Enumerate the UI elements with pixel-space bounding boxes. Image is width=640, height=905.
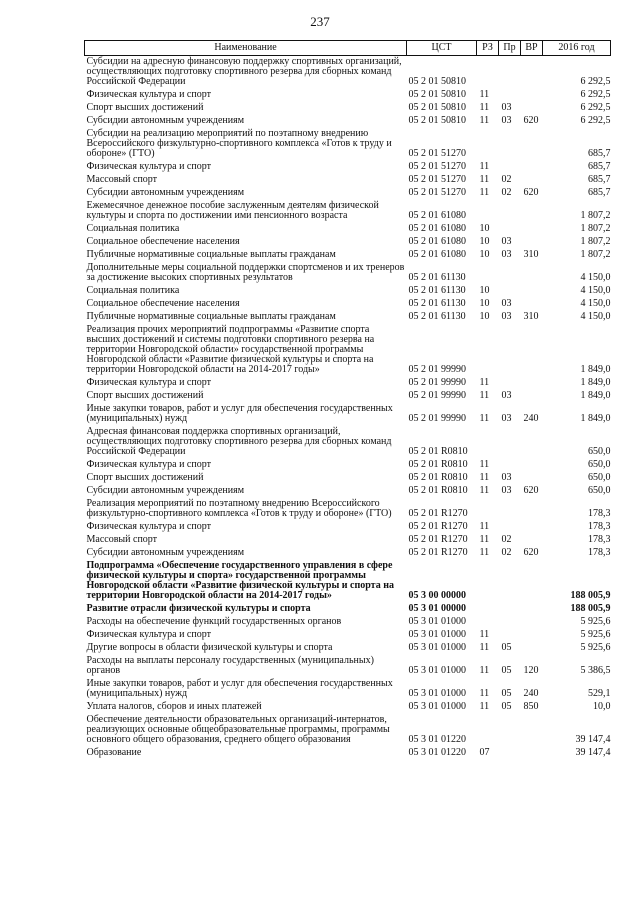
row-name: Публичные нормативные социальные выплаты гражданам bbox=[86, 311, 336, 322]
row-rz: 11 bbox=[479, 115, 490, 126]
row-cst: 05 2 01 50810 bbox=[408, 76, 466, 87]
row-cst: 05 2 01 61130 bbox=[408, 285, 466, 296]
table-row bbox=[85, 187, 611, 200]
row-pr bbox=[499, 56, 521, 90]
table-row bbox=[85, 262, 611, 285]
row-sum: 39 147,4 bbox=[575, 747, 611, 758]
table-row bbox=[85, 390, 611, 403]
row-cst: 05 3 01 01000 bbox=[408, 629, 466, 640]
header-vr: ВР bbox=[521, 41, 543, 56]
row-sum: 6 292,5 bbox=[580, 89, 611, 100]
row-pr: 05 bbox=[501, 665, 512, 676]
table-row bbox=[85, 560, 611, 603]
row-pr bbox=[499, 521, 521, 534]
table-row bbox=[85, 655, 611, 678]
row-vr bbox=[521, 629, 543, 642]
row-sum: 650,0 bbox=[588, 485, 611, 496]
table-row bbox=[85, 521, 611, 534]
row-cst: 05 3 01 01000 bbox=[408, 701, 466, 712]
table-row bbox=[85, 56, 611, 90]
row-vr: 240 bbox=[523, 413, 539, 424]
row-cst: 05 2 01 61080 bbox=[408, 210, 466, 221]
row-cst: 05 2 01 61130 bbox=[408, 311, 466, 322]
row-pr bbox=[499, 459, 521, 472]
row-pr: 05 bbox=[501, 688, 512, 699]
row-cst: 05 3 01 00000 bbox=[408, 603, 466, 614]
row-vr bbox=[521, 56, 543, 90]
row-sum: 4 150,0 bbox=[580, 272, 611, 283]
row-sum: 5 925,6 bbox=[580, 642, 611, 653]
row-name: Адресная финансовая поддержка спортивных организаций, осуществляющих подготовку спортивного резерва для сборных команд Российской Федерации bbox=[86, 426, 392, 457]
row-sum: 1 807,2 bbox=[580, 249, 611, 260]
table-row bbox=[85, 603, 611, 616]
row-rz: 11 bbox=[479, 665, 490, 676]
header-name: Наименование bbox=[85, 41, 407, 56]
row-vr bbox=[521, 603, 543, 616]
row-pr bbox=[499, 262, 521, 285]
row-cst: 05 2 01 61080 bbox=[408, 223, 466, 234]
row-name: Реализация мероприятий по поэтапному внедрению Всероссийского физкультурно-спортивного комплекса «Готов к труду и обороне» (ГТО) bbox=[86, 498, 392, 519]
row-name: Субсидии на адресную финансовую поддержку спортивных организаций, осуществляющих подготовку спортивного резерва для сборных команд Российской Федерации bbox=[86, 56, 402, 87]
row-vr: 120 bbox=[523, 665, 539, 676]
row-rz: 11 bbox=[479, 413, 490, 424]
row-rz: 10 bbox=[479, 236, 490, 247]
row-pr bbox=[499, 616, 521, 629]
table-row bbox=[85, 701, 611, 714]
row-vr: 620 bbox=[523, 115, 539, 126]
row-pr: 03 bbox=[501, 413, 512, 424]
row-vr bbox=[521, 616, 543, 629]
row-sum: 650,0 bbox=[588, 472, 611, 483]
table-row bbox=[85, 485, 611, 498]
row-cst: 05 2 01 R1270 bbox=[408, 534, 468, 545]
row-cst: 05 3 01 01000 bbox=[408, 688, 466, 699]
row-sum: 685,7 bbox=[588, 174, 611, 185]
row-vr bbox=[521, 472, 543, 485]
row-sum: 6 292,5 bbox=[580, 76, 611, 87]
row-pr bbox=[499, 161, 521, 174]
row-vr bbox=[521, 642, 543, 655]
row-rz bbox=[477, 262, 499, 285]
row-cst: 05 2 01 R0810 bbox=[408, 472, 468, 483]
row-vr bbox=[521, 426, 543, 459]
row-rz bbox=[477, 714, 499, 747]
table-row bbox=[85, 642, 611, 655]
table-row bbox=[85, 298, 611, 311]
row-pr: 03 bbox=[501, 102, 512, 113]
row-sum: 685,7 bbox=[588, 161, 611, 172]
row-vr: 310 bbox=[523, 311, 539, 322]
row-sum: 1 807,2 bbox=[580, 223, 611, 234]
row-vr bbox=[521, 200, 543, 223]
row-cst: 05 2 01 99990 bbox=[408, 377, 466, 388]
row-pr: 03 bbox=[501, 115, 512, 126]
row-cst: 05 2 01 R0810 bbox=[408, 485, 468, 496]
row-rz: 11 bbox=[479, 187, 490, 198]
row-name: Массовый спорт bbox=[86, 174, 158, 185]
header-sum: 2016 год bbox=[543, 41, 611, 56]
row-pr: 03 bbox=[501, 298, 512, 309]
row-sum: 178,3 bbox=[588, 508, 611, 519]
table-row bbox=[85, 629, 611, 642]
row-pr bbox=[499, 714, 521, 747]
row-rz: 11 bbox=[479, 472, 490, 483]
table-row bbox=[85, 223, 611, 236]
row-name: Субсидии автономным учреждениям bbox=[86, 485, 245, 496]
table-row bbox=[85, 128, 611, 161]
row-cst: 05 2 01 61130 bbox=[408, 298, 466, 309]
row-sum: 4 150,0 bbox=[580, 285, 611, 296]
row-name: Физическая культура и спорт bbox=[86, 89, 211, 100]
row-pr: 03 bbox=[501, 236, 512, 247]
row-sum: 685,7 bbox=[588, 187, 611, 198]
row-vr bbox=[521, 89, 543, 102]
row-rz bbox=[477, 603, 499, 616]
row-sum: 529,1 bbox=[588, 688, 611, 699]
row-sum: 188 005,9 bbox=[570, 590, 611, 601]
row-cst: 05 2 01 R1270 bbox=[408, 521, 468, 532]
page-number: 237 bbox=[310, 14, 330, 29]
row-pr: 02 bbox=[501, 187, 512, 198]
row-cst: 05 3 01 01000 bbox=[408, 642, 466, 653]
row-name: Ежемесячное денежное пособие заслуженным деятелям физической культуры и спорта по достижении ими пенсионного возраста bbox=[86, 200, 379, 221]
row-pr: 02 bbox=[501, 534, 512, 545]
row-rz bbox=[477, 560, 499, 603]
table-row bbox=[85, 616, 611, 629]
row-vr bbox=[521, 534, 543, 547]
row-rz: 11 bbox=[479, 521, 490, 532]
row-cst: 05 2 01 61080 bbox=[408, 236, 466, 247]
row-vr bbox=[521, 102, 543, 115]
row-name: Физическая культура и спорт bbox=[86, 521, 211, 532]
row-cst: 05 2 01 51270 bbox=[408, 148, 466, 159]
row-vr bbox=[521, 161, 543, 174]
row-pr bbox=[499, 603, 521, 616]
row-pr: 03 bbox=[501, 311, 512, 322]
row-vr bbox=[521, 521, 543, 534]
row-name: Субсидии на реализацию мероприятий по поэтапному внедрению Всероссийского физкультурно-спортивного комплекса «Готов к труду и обороне» (ГТО) bbox=[86, 128, 392, 159]
row-vr bbox=[521, 285, 543, 298]
row-name: Другие вопросы в области физической культуры и спорта bbox=[86, 642, 333, 653]
row-pr bbox=[499, 324, 521, 377]
row-rz: 11 bbox=[479, 161, 490, 172]
table-row bbox=[85, 403, 611, 426]
row-vr: 850 bbox=[523, 701, 539, 712]
row-rz: 10 bbox=[479, 285, 490, 296]
row-vr bbox=[521, 298, 543, 311]
row-cst: 05 2 01 61130 bbox=[408, 272, 466, 283]
row-cst: 05 2 01 50810 bbox=[408, 89, 466, 100]
row-name: Подпрограмма «Обеспечение государственного управления в сфере физической культуры и спорта» государственной программы Новгородской области «Развитие физической культуры и спорта на территории Новгородской области на 2014-2017 годы» bbox=[86, 560, 394, 601]
table-row bbox=[85, 498, 611, 521]
row-pr bbox=[499, 223, 521, 236]
row-name: Социальное обеспечение населения bbox=[86, 298, 240, 309]
row-rz: 11 bbox=[479, 629, 490, 640]
row-cst: 05 2 01 R1270 bbox=[408, 547, 468, 558]
budget-table bbox=[84, 40, 611, 760]
row-cst: 05 3 00 00000 bbox=[408, 590, 466, 601]
row-pr: 05 bbox=[501, 642, 512, 653]
row-cst: 05 3 01 01000 bbox=[408, 665, 466, 676]
row-cst: 05 3 01 01000 bbox=[408, 616, 466, 627]
table-row bbox=[85, 377, 611, 390]
row-rz: 11 bbox=[479, 701, 490, 712]
row-sum: 4 150,0 bbox=[580, 311, 611, 322]
row-sum: 5 386,5 bbox=[580, 665, 611, 676]
row-sum: 5 925,6 bbox=[580, 616, 611, 627]
row-sum: 1 849,0 bbox=[580, 413, 611, 424]
table-row bbox=[85, 174, 611, 187]
row-rz: 11 bbox=[479, 485, 490, 496]
table-body bbox=[85, 56, 611, 761]
row-name: Обеспечение деятельности образовательных организаций-интернатов, реализующих основные общеобразовательные программы, программы основного общего образования, среднего общего образования bbox=[86, 714, 390, 745]
row-name: Дополнительные меры социальной поддержки спортсменов и их тренеров за достижение высоких спортивных результатов bbox=[86, 262, 405, 283]
row-rz: 11 bbox=[479, 642, 490, 653]
row-name: Иные закупки товаров, работ и услуг для обеспечения государственных (муниципальных) нужд bbox=[86, 403, 393, 424]
row-pr bbox=[499, 498, 521, 521]
row-name: Субсидии автономным учреждениям bbox=[86, 547, 245, 558]
row-name: Социальная политика bbox=[86, 223, 180, 234]
row-vr bbox=[521, 128, 543, 161]
row-vr: 310 bbox=[523, 249, 539, 260]
row-rz: 11 bbox=[479, 547, 490, 558]
row-name: Уплата налогов, сборов и иных платежей bbox=[86, 701, 262, 712]
row-name: Массовый спорт bbox=[86, 534, 158, 545]
row-rz: 11 bbox=[479, 377, 490, 388]
row-rz: 11 bbox=[479, 390, 490, 401]
row-sum: 5 925,6 bbox=[580, 629, 611, 640]
row-rz: 10 bbox=[479, 311, 490, 322]
row-sum: 6 292,5 bbox=[580, 115, 611, 126]
row-vr bbox=[521, 223, 543, 236]
row-vr bbox=[521, 174, 543, 187]
row-rz bbox=[477, 426, 499, 459]
row-rz bbox=[477, 324, 499, 377]
row-vr bbox=[521, 498, 543, 521]
row-sum: 685,7 bbox=[588, 148, 611, 159]
row-sum: 650,0 bbox=[588, 446, 611, 457]
row-cst: 05 2 01 61080 bbox=[408, 249, 466, 260]
row-sum: 4 150,0 bbox=[580, 298, 611, 309]
row-pr: 02 bbox=[501, 547, 512, 558]
row-name: Физическая культура и спорт bbox=[86, 377, 211, 388]
row-cst: 05 2 01 R0810 bbox=[408, 446, 468, 457]
table-row bbox=[85, 285, 611, 298]
row-name: Социальное обеспечение населения bbox=[86, 236, 240, 247]
table-row bbox=[85, 115, 611, 128]
row-cst: 05 2 01 99990 bbox=[408, 413, 466, 424]
row-cst: 05 2 01 51270 bbox=[408, 161, 466, 172]
row-rz: 11 bbox=[479, 102, 490, 113]
row-cst: 05 2 01 99990 bbox=[408, 390, 466, 401]
row-vr bbox=[521, 262, 543, 285]
row-rz: 07 bbox=[479, 747, 490, 758]
row-rz bbox=[477, 498, 499, 521]
table-row bbox=[85, 311, 611, 324]
table-row bbox=[85, 236, 611, 249]
row-sum: 178,3 bbox=[588, 534, 611, 545]
row-vr bbox=[521, 236, 543, 249]
header-rz: РЗ bbox=[477, 41, 499, 56]
row-rz: 11 bbox=[479, 688, 490, 699]
table-row bbox=[85, 161, 611, 174]
row-pr bbox=[499, 560, 521, 603]
row-rz: 11 bbox=[479, 459, 490, 470]
row-name: Расходы на выплаты персоналу государственных (муниципальных) органов bbox=[86, 655, 374, 676]
table-row bbox=[85, 547, 611, 560]
table-row bbox=[85, 459, 611, 472]
row-vr: 240 bbox=[523, 688, 539, 699]
row-vr bbox=[521, 560, 543, 603]
table-row bbox=[85, 102, 611, 115]
row-cst: 05 2 01 99990 bbox=[408, 364, 466, 375]
row-cst: 05 2 01 50810 bbox=[408, 115, 466, 126]
row-sum: 39 147,4 bbox=[575, 734, 611, 745]
row-cst: 05 2 01 51270 bbox=[408, 174, 466, 185]
row-sum: 10,0 bbox=[593, 701, 611, 712]
row-cst: 05 3 01 01220 bbox=[408, 747, 466, 758]
header-cst: ЦСТ bbox=[407, 41, 477, 56]
row-pr bbox=[499, 128, 521, 161]
row-pr: 03 bbox=[501, 390, 512, 401]
row-pr bbox=[499, 89, 521, 102]
row-name: Реализация прочих мероприятий подпрограммы «Развитие спорта высших достижений и системы подготовки спортивного резерва на территории Новгородской области» государственной программы Новгородской области «Развитие физической культуры и спорта на территории Новгородской области на 2014-2017 годы» bbox=[86, 324, 375, 375]
row-rz: 10 bbox=[479, 223, 490, 234]
header-pr: Пр bbox=[499, 41, 521, 56]
row-name: Спорт высших достижений bbox=[86, 390, 204, 401]
row-sum: 1 849,0 bbox=[580, 390, 611, 401]
row-name: Субсидии автономным учреждениям bbox=[86, 187, 245, 198]
table-row bbox=[85, 324, 611, 377]
row-name: Физическая культура и спорт bbox=[86, 629, 211, 640]
row-vr: 620 bbox=[523, 187, 539, 198]
table-row bbox=[85, 89, 611, 102]
row-rz bbox=[477, 616, 499, 629]
table-row bbox=[85, 249, 611, 262]
row-vr bbox=[521, 377, 543, 390]
row-sum: 188 005,9 bbox=[570, 603, 611, 614]
row-sum: 1 807,2 bbox=[580, 210, 611, 221]
row-pr bbox=[499, 747, 521, 760]
table-row bbox=[85, 714, 611, 747]
row-name: Спорт высших достижений bbox=[86, 102, 204, 113]
row-cst: 05 2 01 51270 bbox=[408, 187, 466, 198]
row-sum: 1 849,0 bbox=[580, 364, 611, 375]
row-rz: 11 bbox=[479, 534, 490, 545]
row-rz: 11 bbox=[479, 89, 490, 100]
row-cst: 05 3 01 01220 bbox=[408, 734, 466, 745]
row-name: Физическая культура и спорт bbox=[86, 459, 211, 470]
row-pr: 02 bbox=[501, 174, 512, 185]
row-pr bbox=[499, 200, 521, 223]
row-pr bbox=[499, 285, 521, 298]
row-rz bbox=[477, 56, 499, 90]
row-pr: 05 bbox=[501, 701, 512, 712]
row-sum: 6 292,5 bbox=[580, 102, 611, 113]
row-rz bbox=[477, 128, 499, 161]
row-sum: 1 807,2 bbox=[580, 236, 611, 247]
table-header bbox=[85, 41, 611, 56]
row-sum: 178,3 bbox=[588, 547, 611, 558]
row-vr bbox=[521, 459, 543, 472]
table-row bbox=[85, 426, 611, 459]
row-name: Субсидии автономным учреждениям bbox=[86, 115, 245, 126]
row-cst: 05 2 01 R1270 bbox=[408, 508, 468, 519]
row-vr bbox=[521, 390, 543, 403]
row-vr bbox=[521, 714, 543, 747]
row-name: Публичные нормативные социальные выплаты гражданам bbox=[86, 249, 336, 260]
row-sum: 1 849,0 bbox=[580, 377, 611, 388]
row-pr bbox=[499, 426, 521, 459]
row-sum: 650,0 bbox=[588, 459, 611, 470]
table-row bbox=[85, 678, 611, 701]
row-name: Расходы на обеспечение функций государственных органов bbox=[86, 616, 342, 627]
row-rz: 10 bbox=[479, 298, 490, 309]
row-vr: 620 bbox=[523, 485, 539, 496]
row-vr bbox=[521, 324, 543, 377]
row-name: Иные закупки товаров, работ и услуг для обеспечения государственных (муниципальных) нужд bbox=[86, 678, 393, 699]
row-rz: 10 bbox=[479, 249, 490, 260]
table-row bbox=[85, 534, 611, 547]
row-rz: 11 bbox=[479, 174, 490, 185]
row-pr bbox=[499, 377, 521, 390]
row-pr: 03 bbox=[501, 249, 512, 260]
table-row bbox=[85, 747, 611, 760]
row-name: Физическая культура и спорт bbox=[86, 161, 211, 172]
row-rz bbox=[477, 200, 499, 223]
table-row bbox=[85, 472, 611, 485]
row-cst: 05 2 01 50810 bbox=[408, 102, 466, 113]
row-name: Образование bbox=[86, 747, 142, 758]
row-name: Спорт высших достижений bbox=[86, 472, 204, 483]
row-vr bbox=[521, 747, 543, 760]
row-pr: 03 bbox=[501, 485, 512, 496]
row-vr: 620 bbox=[523, 547, 539, 558]
row-sum: 178,3 bbox=[588, 521, 611, 532]
row-pr bbox=[499, 629, 521, 642]
row-name: Социальная политика bbox=[86, 285, 180, 296]
table-row bbox=[85, 200, 611, 223]
row-name: Развитие отрасли физической культуры и спорта bbox=[86, 603, 311, 614]
row-pr: 03 bbox=[501, 472, 512, 483]
row-cst: 05 2 01 R0810 bbox=[408, 459, 468, 470]
